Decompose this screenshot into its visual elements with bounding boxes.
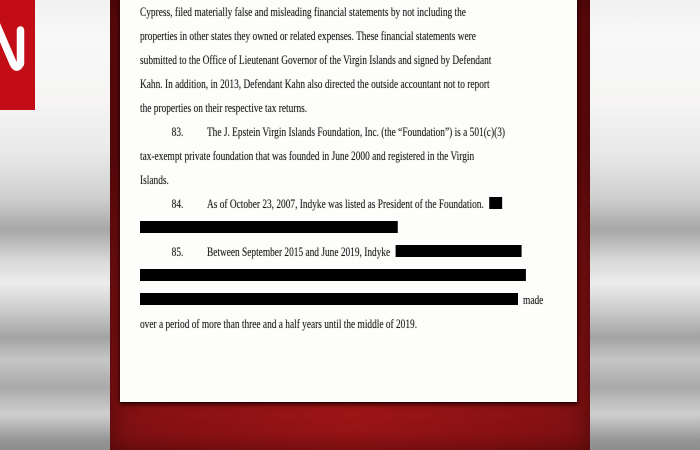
line-text: properties in other states they owned or related expenses. These financial statements were: [140, 28, 476, 43]
document-layer: [110, 0, 590, 450]
line-text: The J. Epstein Virgin Islands Foundation, Inc. (the “Foundation”) is a 501(c)(3): [206, 124, 505, 139]
document-line: [140, 96, 455, 120]
document-line: [140, 72, 490, 96]
document-text-block: [140, 0, 577, 336]
document-line-redacted: [140, 216, 455, 240]
line-text: Cypress, filed materially false and misleading financial statements by not including the: [140, 4, 466, 19]
line-text: tax-exempt private foundation that was founded in June 2000 and registered in the Virgin: [140, 148, 475, 163]
document-line: [140, 144, 475, 168]
document-line: [140, 168, 455, 192]
line-text: Between September 2015 and June 2019, Indyke: [206, 244, 391, 259]
line-text: As of October 23, 2007, Indyke was listed as President of the Foundation.: [206, 196, 484, 211]
document-line-paragraph-85: [140, 240, 455, 264]
cnn-logo-partial-n-icon: [0, 0, 35, 110]
court-document-page: [120, 0, 577, 402]
paragraph-number: 83.: [171, 124, 184, 139]
redaction-bar: [140, 269, 526, 281]
document-line: [140, 24, 476, 48]
document-line-redacted: [140, 288, 544, 312]
document-line: [140, 0, 466, 24]
line-text: submitted to the Office of Lieutenant Governor of the Virgin Islands and signed by Defendant: [140, 52, 492, 67]
document-line-paragraph-84: [140, 192, 484, 216]
line-text: the properties on their respective tax returns.: [140, 100, 308, 115]
redaction-bar: [140, 293, 518, 305]
line-text: made: [523, 292, 544, 307]
line-text: Islands.: [140, 172, 169, 187]
redaction-bar: [395, 245, 521, 257]
paragraph-number: 84.: [171, 196, 184, 211]
document-line: [140, 48, 492, 72]
cnn-logo-icon: [0, 0, 35, 110]
document-line: [140, 312, 455, 336]
redaction-bar: [140, 221, 398, 233]
line-text: over a period of more than three and a half years until the middle of 2019.: [140, 316, 418, 331]
paragraph-number: 85.: [171, 244, 184, 259]
redaction-bar-small: [489, 197, 502, 209]
line-text: Kahn. In addition, in 2013, Defendant Kahn also directed the outside accountant not to report: [140, 76, 490, 91]
document-line-redacted: [140, 264, 455, 288]
document-line-paragraph-83: [140, 120, 505, 144]
